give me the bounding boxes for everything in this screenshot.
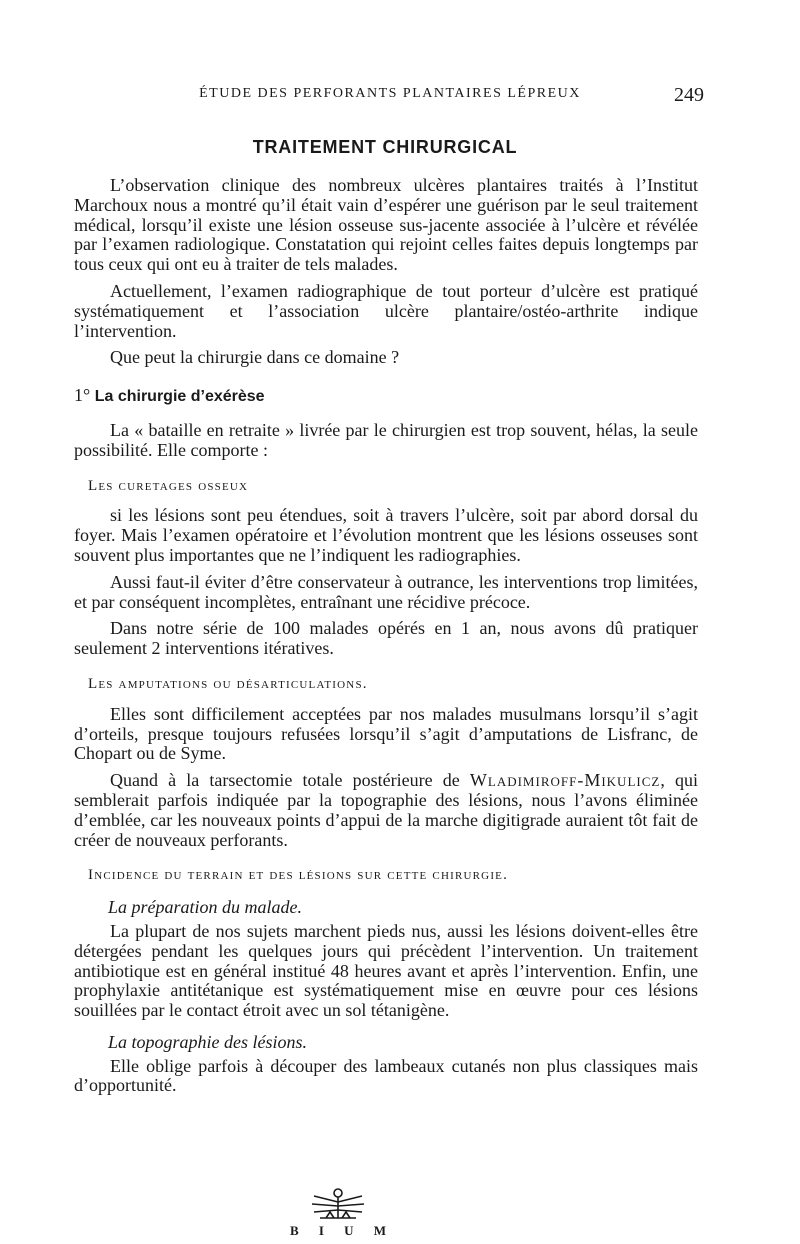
heading-amputations: Les amputations ou désarticulations.	[88, 675, 368, 692]
logo-letter: U	[344, 1223, 354, 1238]
italic-heading-topographie: La topographie des lésions.	[108, 1031, 308, 1052]
bium-logo	[290, 1184, 386, 1240]
paragraph: Que peut la chirurgie dans ce domaine ?	[110, 347, 400, 368]
heading-incidence: Incidence du terrain et des lésions sur cette chirurgie.	[88, 867, 509, 884]
subsection-number: 1°	[74, 385, 91, 406]
text-run: , qui semblerait parfois indiquée par la topographie des lésions, nous l’avons éliminée d’emblée, car les nouveaux points d’appui de la marche digitigrade auraient tôt fait de créer de nouveaux perforants.	[74, 770, 698, 850]
paragraph	[74, 771, 698, 850]
paragraph: Elles sont difficilement acceptées par nos malades musulmans lorsqu’il s’agit d’orteils, presque toujours refusées lorsqu’il s’agit d’amputations de Lisfranc, de Chopart ou de Syme.	[74, 703, 698, 764]
paragraph: L’observation clinique des nombreux ulcères plantaires traités à l’Institut Marchoux nous a montré qu’il était vain d’espérer une guérison par le seul traitement médical, lorsqu’il existe une lésion osseuse sus-jacente associée à l’ulcère et révélée par l’examen radiologique. Constatation qui rejoint celles faites depuis longtemps par tous ceux qui ont eu à traiter de tels malades.	[74, 175, 698, 275]
logo-letter: M	[373, 1223, 386, 1238]
running-title: ÉTUDE DES PERFORANTS PLANTAIRES LÉPREUX	[199, 86, 581, 101]
subsection-title: La chirurgie d’exérèse	[94, 388, 265, 406]
paragraph: Actuellement, l’examen radiographique de tout porteur d’ulcère est pratiqué systématiquement et l’association ulcère plantaire/ostéo-arthrite indique l’intervention.	[74, 280, 698, 341]
bium-emblem-icon	[290, 1184, 386, 1224]
paragraph: La « bataille en retraite » livrée par le chirurgien est trop souvent, hélas, la seule possibilité. Elle comporte :	[74, 419, 698, 460]
paragraph: Dans notre série de 100 malades opérés en 1 an, nous avons dû pratiquer seulement 2 interventions itératives.	[74, 618, 698, 659]
section-title: TRAITEMENT CHIRURGICAL	[252, 137, 518, 157]
paragraph: si les lésions sont peu étendues, soit à travers l’ulcère, soit par abord dorsal du foyer. Mais l’examen opératoire et l’évolution montrent que les lésions osseuses sont souvent plus importantes que ne l’indiquent les radiographies.	[74, 505, 698, 565]
logo-letter: I	[318, 1223, 324, 1238]
heading-curetages: Les curetages osseux	[88, 477, 249, 494]
logo-letters	[290, 1223, 386, 1239]
subsection-heading	[74, 386, 698, 407]
page-number: 249	[674, 84, 704, 106]
paragraph: Elle oblige parfois à découper des lambeaux cutanés non plus classiques mais d’opportunité.	[74, 1055, 698, 1096]
author-name: Wladimiroff-Mikulicz	[469, 770, 661, 791]
text-run: Quand à la tarsectomie totale postérieure de	[110, 770, 470, 791]
italic-heading-preparation: La préparation du malade.	[108, 897, 303, 918]
logo-letter: B	[290, 1223, 299, 1238]
body-text	[74, 176, 698, 1096]
paragraph: Aussi faut-il éviter d’être conservateur à outrance, les interventions trop limitées, et par conséquent incomplètes, entraînant une récidive précoce.	[74, 571, 698, 612]
paragraph: La plupart de nos sujets marchent pieds nus, aussi les lésions doivent-elles être détergées pendant les quelques jours qui précèdent l’intervention. Un traitement antibiotique est en général institué 48 heures avant et après l’intervention. Enfin, une prophylaxie antitétanique est systématiquement mise en œuvre pour ces lésions souillées par le contact étroit avec un sol tétanigène.	[74, 920, 698, 1021]
